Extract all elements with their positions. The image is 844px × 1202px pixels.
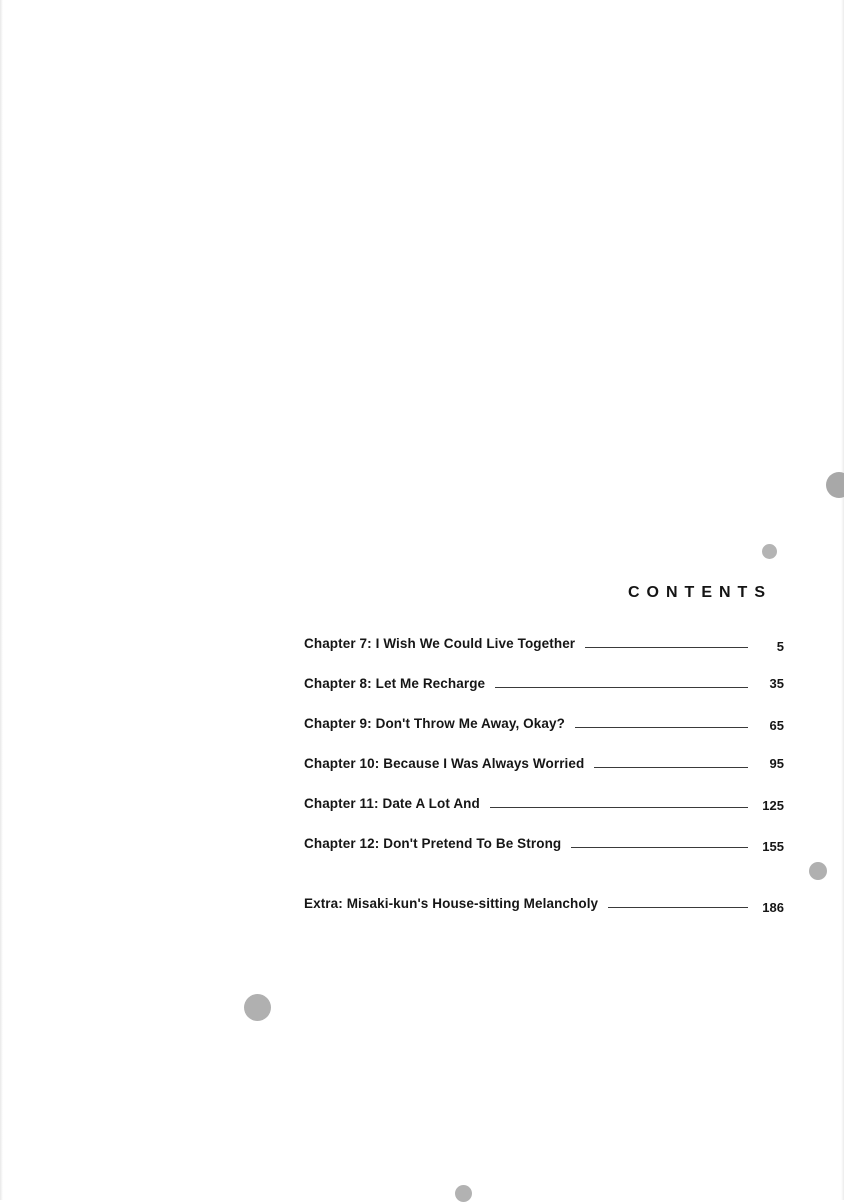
toc-entry-title: Chapter 8: Let Me Recharge [304, 676, 486, 691]
toc-entry-title: Chapter 9: Don't Throw Me Away, Okay? [304, 716, 565, 731]
toc-leader-line [490, 807, 748, 808]
toc-entry-title: Chapter 12: Don't Pretend To Be Strong [304, 836, 562, 851]
decorative-dot [826, 472, 844, 498]
toc-entry-title: Chapter 11: Date A Lot And [304, 796, 480, 811]
toc-entry[interactable] [304, 756, 784, 772]
toc-entry-page: 155 [762, 839, 784, 854]
toc-entry[interactable] [304, 676, 784, 692]
toc-entry[interactable] [304, 796, 784, 812]
table-of-contents [304, 636, 784, 938]
toc-leader-line [585, 647, 748, 648]
page-edge-left [0, 0, 3, 1200]
toc-entry-title: Extra: Misaki-kun's House-sitting Melancholy [304, 896, 599, 911]
toc-entry-title: Chapter 7: I Wish We Could Live Together [304, 636, 576, 651]
toc-entry-page: 125 [762, 798, 784, 813]
contents-heading: CONTENTS [628, 584, 772, 601]
toc-leader-line [608, 907, 748, 908]
toc-entry-page: 35 [769, 676, 784, 691]
decorative-dot [809, 862, 827, 880]
toc-entry[interactable] [304, 836, 784, 852]
toc-entry-page: 186 [762, 900, 784, 915]
toc-leader-line [571, 847, 748, 848]
toc-entry-page: 5 [776, 639, 784, 654]
toc-entry-title: Chapter 10: Because I Was Always Worried [304, 756, 585, 771]
toc-leader-line [594, 767, 748, 768]
toc-entry-page: 65 [769, 718, 784, 733]
toc-entry-page: 95 [769, 756, 784, 771]
toc-leader-line [575, 727, 748, 728]
toc-entry[interactable] [304, 716, 784, 732]
toc-entry[interactable] [304, 636, 784, 652]
decorative-dot [762, 544, 777, 559]
decorative-dot [455, 1185, 472, 1202]
toc-entry-extra[interactable] [304, 896, 784, 915]
decorative-dot [244, 994, 271, 1021]
toc-leader-line [495, 687, 748, 688]
